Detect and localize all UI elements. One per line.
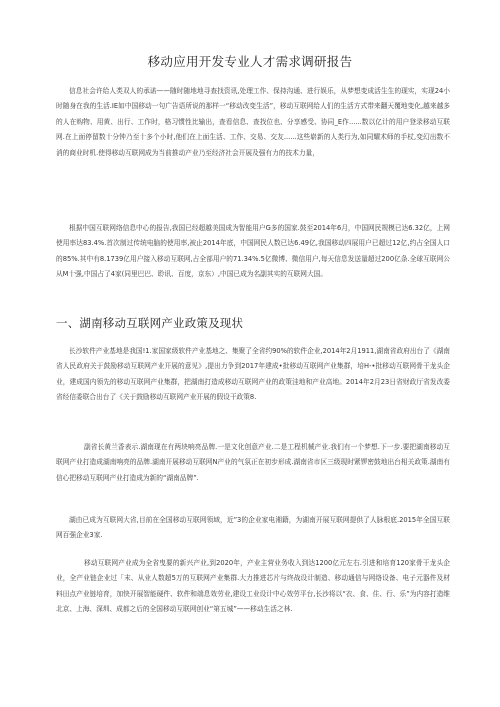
document-title: 移动应用开发专业人才需求调研报告 bbox=[147, 54, 353, 69]
section-paragraph-1: 长沙软件产业基地是我国!1.家国家级软件产业基地之、集聚了全省约90%的软件企业,2014年2月1911,湖南省政府出台了《湖南省人民政府关于鼓励移动互联网产业开展的意见》,提出力争到2017年建成•批移动互联网产业集群，培H-•批移动互联网骨干龙头企业，建成国内领先的移动互联网产业集群，把湖南打造成移动互联网产业的政策洼地和产业高地。2014年2月23日省财政厅省发改委省经信委联合出台了《关于鼓励移动互联网产业开展的假设干政策8. bbox=[56, 347, 450, 402]
section-paragraph-3: 湖由已成为互联网大省,目前在全国移动互联网领域，近”3的企业家电湘籍，为湖南开展互联网提供了人脉根底.2015年全国互联网百强企业3家. bbox=[56, 516, 450, 540]
section-heading: 一、湖南移动互联网产业政策及现状 bbox=[56, 316, 244, 330]
section-paragraph-2: 副省长黄兰香表示.湖南现在有两块响亮品牌.一是文化创意产业.二是工程机械产业.我们有一个梦想.下一步.要把湖南移动互联网产业打造成湖南响亮的品牌.湖南开展移动互联网N产业的气氛正在初步形成.湖南省市区三级现时紧锣密鼓地出台相关政策.湖南有信心把移动互联网产业打造成为新的“湖南品牌”. bbox=[56, 443, 450, 482]
section-paragraph-4: 移动互联网产业成为全省曳要的新兴产业,到2020年，产业主营业务收入到达1200亿元左右.引进和培育120家骨干龙头企业，全产业链企业过「末、从业人数超5万的互联网产业集群.大力推进芯片与终战设计制造、移动通信与网络设备、电子元器件及材料田点产业链培育，加快开展智能硬件、软件和端息效劳业,建设工业设计中心效劳平台,长沙将以“衣、食、住、行、乐”为内容打造维北京、上海、深圳、成都之后的全国移动互联网创业“第五城”——移动生活之林. bbox=[56, 559, 450, 614]
intro-paragraph-2: 根据中国互联网络信息中心的报告,我国已经超越美国成为智能用户G多的国家.鼓至2014年6月，中国网民规模已达6.32亿，上网使用率达83.4%.首次制过传统电脑的使用率,被止2014年底，中国网民人数已达6.49亿,我国移动四展用户已超过12亿,约占全国人口的85%.其中有8.1739亿用户接入移动互联网,占全部用户的71.34%.5亿微博、微信用户,每天信息发送量超过200亿条.全球互联网公从M十强,中国占了4家(同里巴巴、聆讯、百度，京东）,中国已成为名副其实的互联网大国。 bbox=[56, 224, 450, 279]
intro-paragraph-1: 信息社会许给人类双人的承诺——随时随地地寻查找资讯,处理工作、保持沟通、进行娱乐，从梦想变成活生生的现实，实现24小时随身在我的生活.IE如中国移动一句广告语所说的那样一“移动改变生活”，移动互联网给人们的生活方式带来翻天覆地变化,越来越多的人在购物、用黄、出行、工作时，格习惯性比输出，查看信息、查找位也、分享感受、协同_E作......数以亿计的用户登录移动互联网.在上面停留数十分钟乃至十多个小时,他们在上面生活、工作、交易、交友......这些崭新的人类行为,如同耀术师的手杖,变幻出数不消的商业时机.使得移动互联网成为当前推动产业乃至经济社会开展及强有力的技术力量， bbox=[56, 87, 450, 157]
